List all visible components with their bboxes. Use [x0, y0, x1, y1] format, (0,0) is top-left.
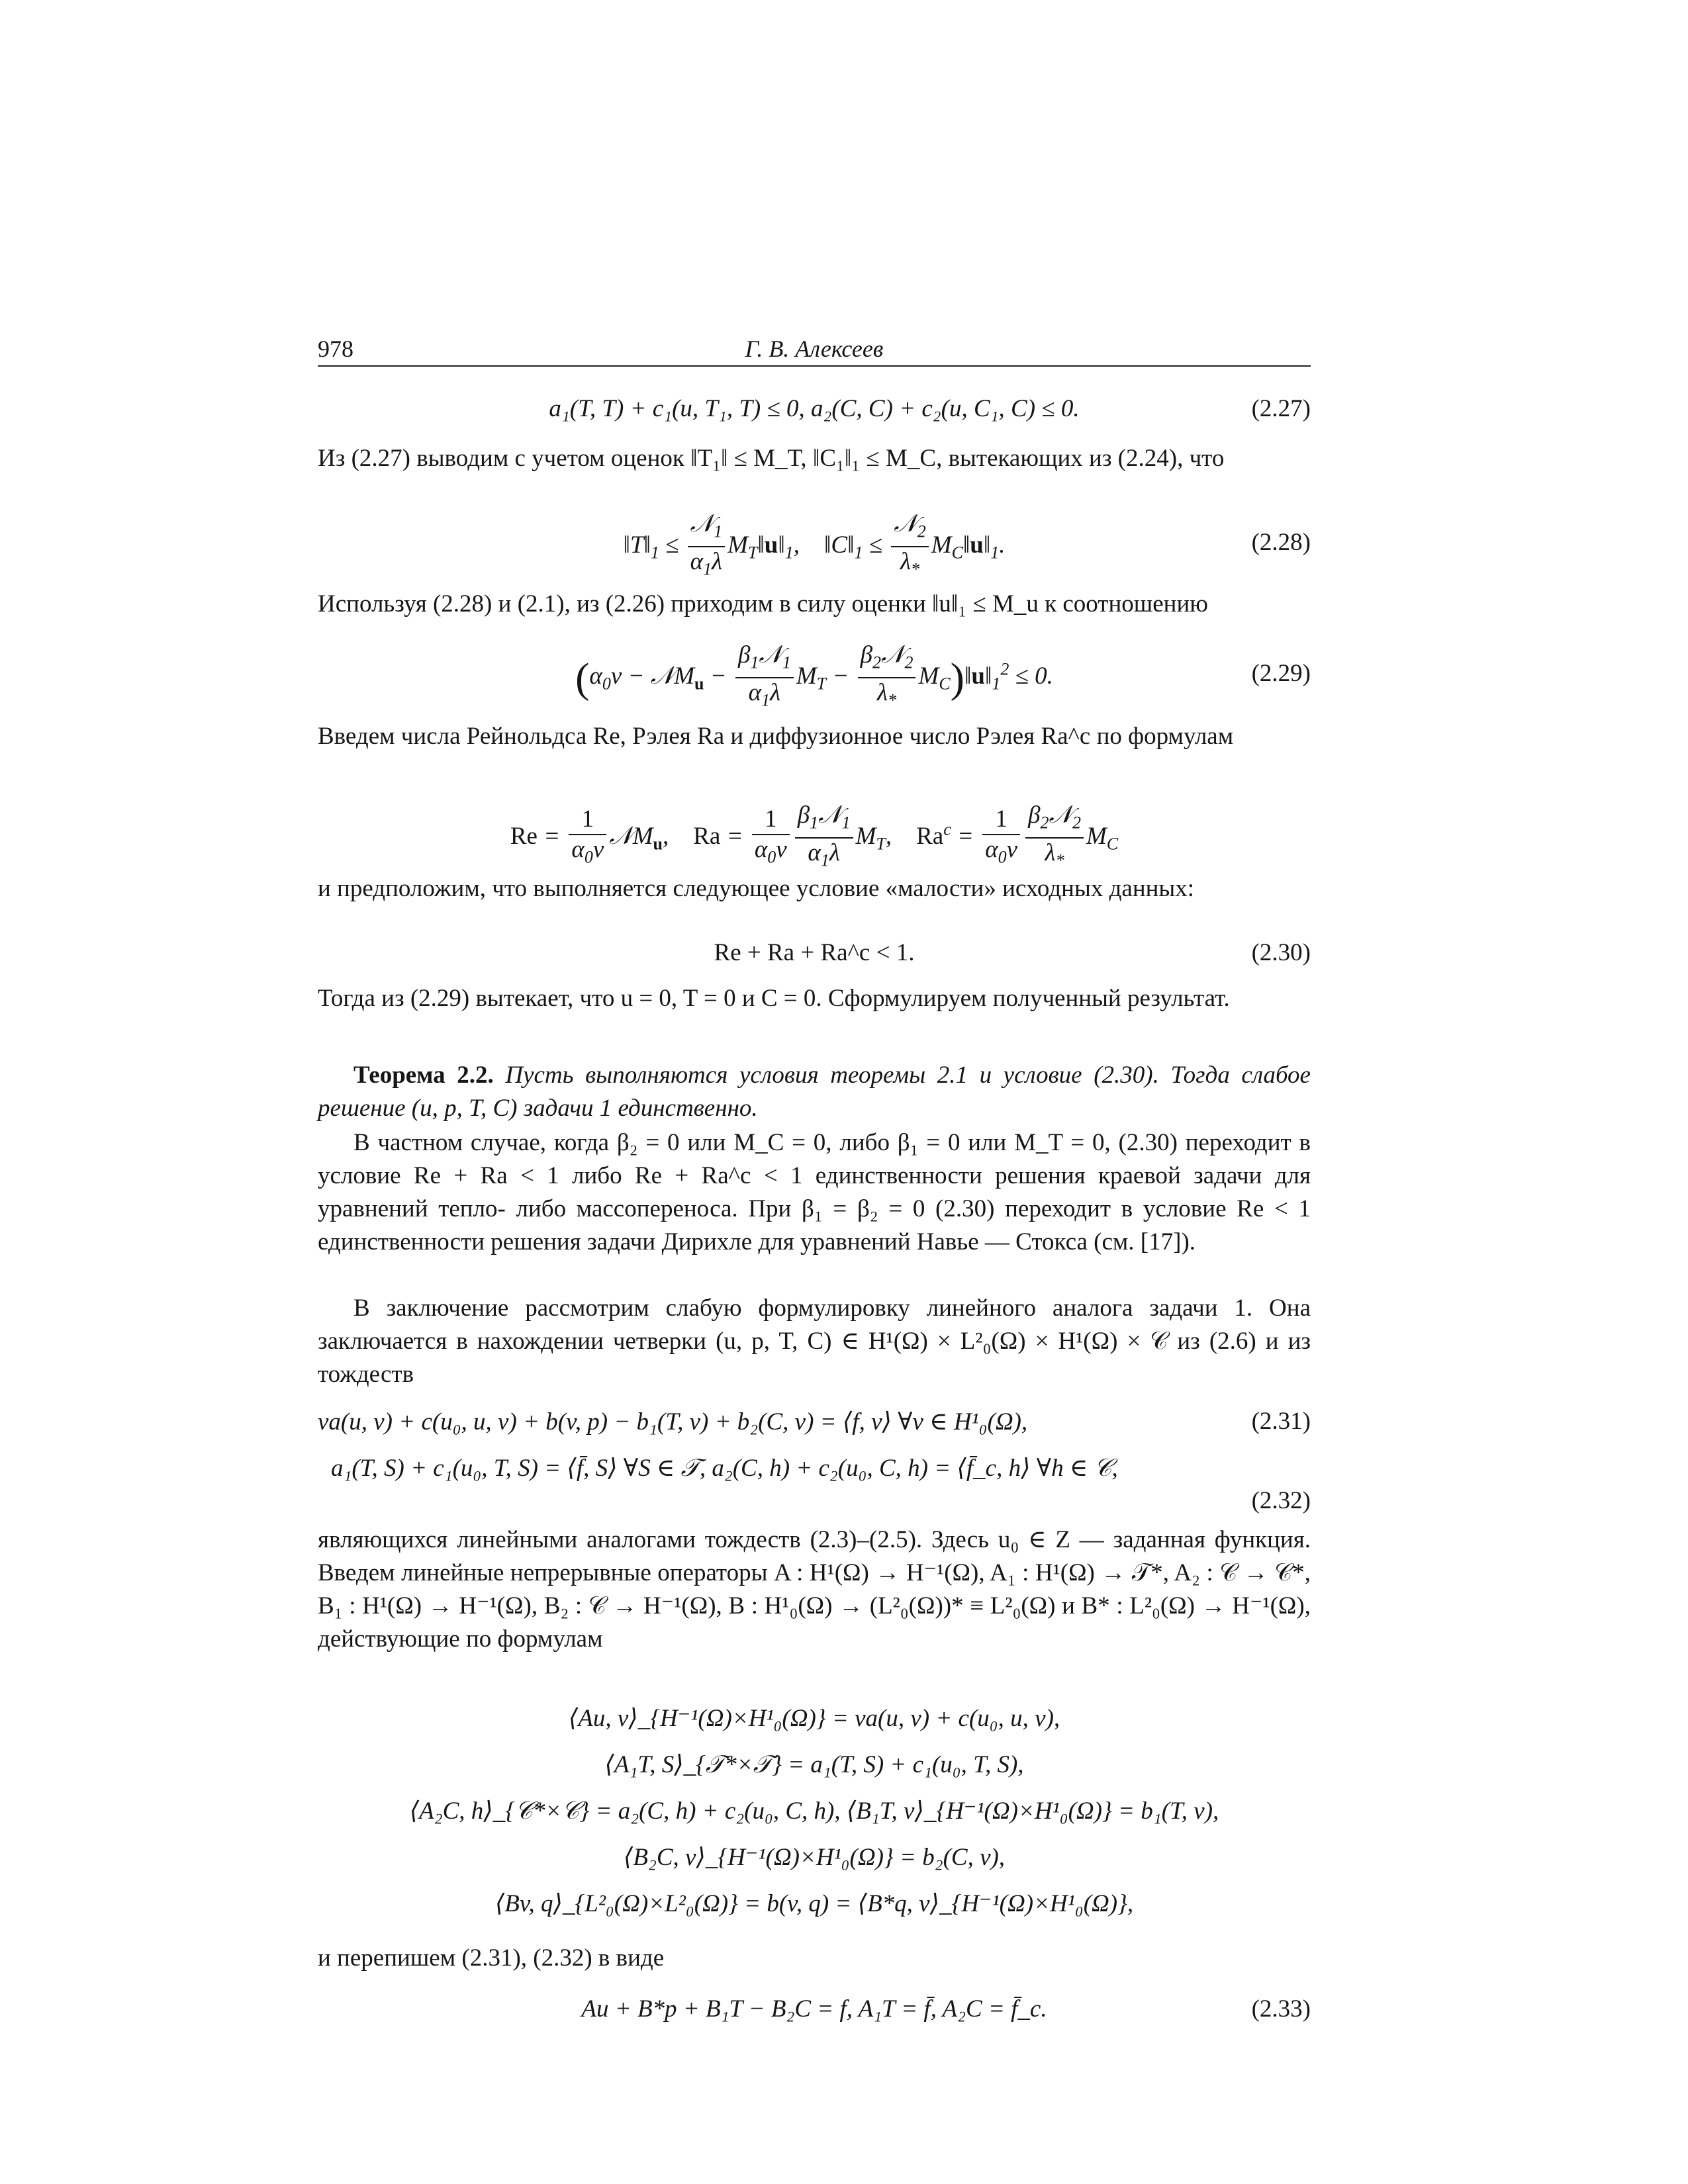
- running-header: [318, 331, 1311, 367]
- page-number: 978: [318, 336, 353, 362]
- operator-definition-3: ⟨A₂C, h⟩_{𝒞*×𝒞} = a₂(C, h) + c₂(u₀, C, h), ⟨B₁T, v⟩_{H⁻¹(Ω)×H¹₀(Ω)} = b₁(T, v),: [409, 1797, 1219, 1825]
- equation-number: (2.27): [1251, 395, 1311, 422]
- running-author: Г. В. Алексеев: [745, 336, 884, 362]
- paragraph-2: Используя (2.28) и (2.1), из (2.26) приходим в силу оценки ‖u‖₁ ≤ M_u к соотношению: [318, 590, 1208, 617]
- paragraph-6: В частном случае, когда β₂ = 0 или M_C = 0, либо β₁ = 0 или M_T = 0, (2.30) переходит в условие Re + Ra < 1 либо Re + Ra^c < 1 единственности решения краевой задачи для уравнений тепло- либо массопереноса. При β₁ = β₂ = 0 (2.30) переходит в условие Re < 1 единственности решения задачи Дирихле для уравнений Навье — Стокса (см. [17]).: [318, 1129, 1311, 1255]
- equation-body: Re + Ra + Ra^c < 1.: [714, 939, 915, 966]
- theorem-text: Пусть выполняются условия теоремы 2.1 и условие (2.30). Тогда слабое решение (u, p, T, C) задачи 1 единственно.: [318, 1062, 1311, 1122]
- paragraph-7: В заключение рассмотрим слабую формулировку линейного аналога задачи 1. Она заключается в нахождении четверки (u, p, T, C) ∈ H¹(Ω) × L²₀(Ω) × H¹(Ω) × 𝒞 из (2.6) и из тождеств: [318, 1295, 1311, 1388]
- equation-body: νa(u, v) + c(u₀, u, v) + b(v, p) − b₁(T, v) + b₂(C, v) = ⟨f, v⟩ ∀v ∈ H¹₀(Ω),: [318, 1408, 1028, 1435]
- equation-body: $‖T‖_1$ ≤ $\frac{𝒩_1}{\alpha_1\lambda}$ $M_T‖u‖_1$, $‖C‖_1$ ≤ $\frac{𝒩_2}{\lambda_*}$ $M_C‖u‖_1$.: [623, 510, 1006, 579]
- paragraph-3: Введем числа Рейнольдса Re, Рэлея Ra и диффузионное число Рэлея Ra^c по формулам: [318, 723, 1234, 750]
- equation-number: (2.28): [1251, 529, 1311, 556]
- paragraph-8: являющихся линейными аналогами тождеств (2.3)–(2.5). Здесь u₀ ∈ Z — заданная функция. Введем линейные непрерывные операторы A : H¹(Ω) → H⁻¹(Ω), A₁ : H¹(Ω) → 𝒯*, A₂ : 𝒞 → 𝒞*, B₁ : H¹(Ω) → H⁻¹(Ω), B₂ : 𝒞 → H⁻¹(Ω), B : H¹₀(Ω) → (L²₀(Ω))* ≡ L²₀(Ω) и B* : L²₀(Ω) → H⁻¹(Ω), действующие по формулам: [318, 1526, 1311, 1653]
- equation-2-29: [318, 641, 1311, 713]
- theorem-2-2: [318, 1059, 1311, 1125]
- paragraph-4: и предположим, что выполняется следующее условие «малости» исходных данных:: [318, 875, 1195, 902]
- paragraph-9: и перепишем (2.31), (2.32) в виде: [318, 1944, 665, 1972]
- paragraph-5: Тогда из (2.29) вытекает, что u = 0, T = 0 и C = 0. Сформулируем полученный результат.: [318, 985, 1230, 1012]
- paragraph-1: Из (2.27) выводим с учетом оценок ‖T₁‖ ≤ M_T, ‖C₁‖₁ ≤ M_C, вытекающих из (2.24), что: [318, 445, 1225, 472]
- equation-body: a₁(T, T) + c₁(u, T₁, T) ≤ 0, a₂(C, C) + c₂(u, C₁, C) ≤ 0.: [549, 395, 1080, 422]
- equation-body: ($\alpha_0\nu$ − 𝒩M$_u$ − $\frac{\beta_1𝒩_1}{\alpha_1\lambda}$ $M_T$ − $\frac{\beta_2𝒩_2}{\lambda_*}$ $M_C)‖u‖_1^2 \le 0$.: [575, 641, 1053, 710]
- equation-body: Au + B*p + B₁T − B₂C = f, A₁T = f̄, A₂C = f̄_c.: [581, 1995, 1047, 2023]
- equation-2-33: [318, 1995, 1311, 2028]
- operator-definition-2: ⟨A₁T, S⟩_{𝒯*×𝒯} = a₁(T, S) + c₁(u₀, T, S),: [604, 1751, 1024, 1778]
- theorem-label: Теорема 2.2.: [353, 1062, 494, 1089]
- equation-body: a₁(T, S) + c₁(u₀, T, S) = ⟨f̄, S⟩ ∀S ∈ 𝒯, a₂(C, h) + c₂(u₀, C, h) = ⟨f̄_c, h⟩ ∀h ∈ 𝒞,: [331, 1455, 1118, 1482]
- operator-definition-1: ⟨Au, v⟩_{H⁻¹(Ω)×H¹₀(Ω)} = νa(u, v) + c(u₀, u, v),: [568, 1705, 1060, 1732]
- equation-body: Re = $\frac{1}{\alpha_0\nu}$ 𝒩M$_u$, Ra = $\frac{1}{\alpha_0\nu}$ $\frac{\beta_1𝒩_1}{\alpha_1\lambda}$ $M_T$, $Ra^c$ = $\frac{1}{\alpha_0\nu}$ $\frac{\beta_2𝒩_2}{\lambda_*}$ $M_C$: [510, 801, 1119, 870]
- equation-2-30: [318, 938, 1311, 972]
- equation-number: (2.33): [1251, 1995, 1311, 2023]
- equation-2-32: [318, 1453, 1311, 1520]
- equation-number: (2.32): [1251, 1487, 1311, 1514]
- equation-number: (2.31): [1251, 1408, 1311, 1435]
- equation-2-31: [318, 1407, 1311, 1440]
- equation-number: (2.29): [1251, 660, 1311, 687]
- equation-number: (2.30): [1251, 939, 1311, 966]
- equation-2-28: [318, 510, 1311, 582]
- operator-definition-5: ⟨Bv, q⟩_{L²₀(Ω)×L²₀(Ω)} = b(v, q) = ⟨B*q, v⟩_{H⁻¹(Ω)×H¹₀(Ω)},: [494, 1890, 1134, 1917]
- equation-2-27: [318, 394, 1311, 428]
- equation-re-ra-definitions: [318, 801, 1311, 874]
- operator-definition-4: ⟨B₂C, v⟩_{H⁻¹(Ω)×H¹₀(Ω)} = b₂(C, v),: [623, 1844, 1006, 1871]
